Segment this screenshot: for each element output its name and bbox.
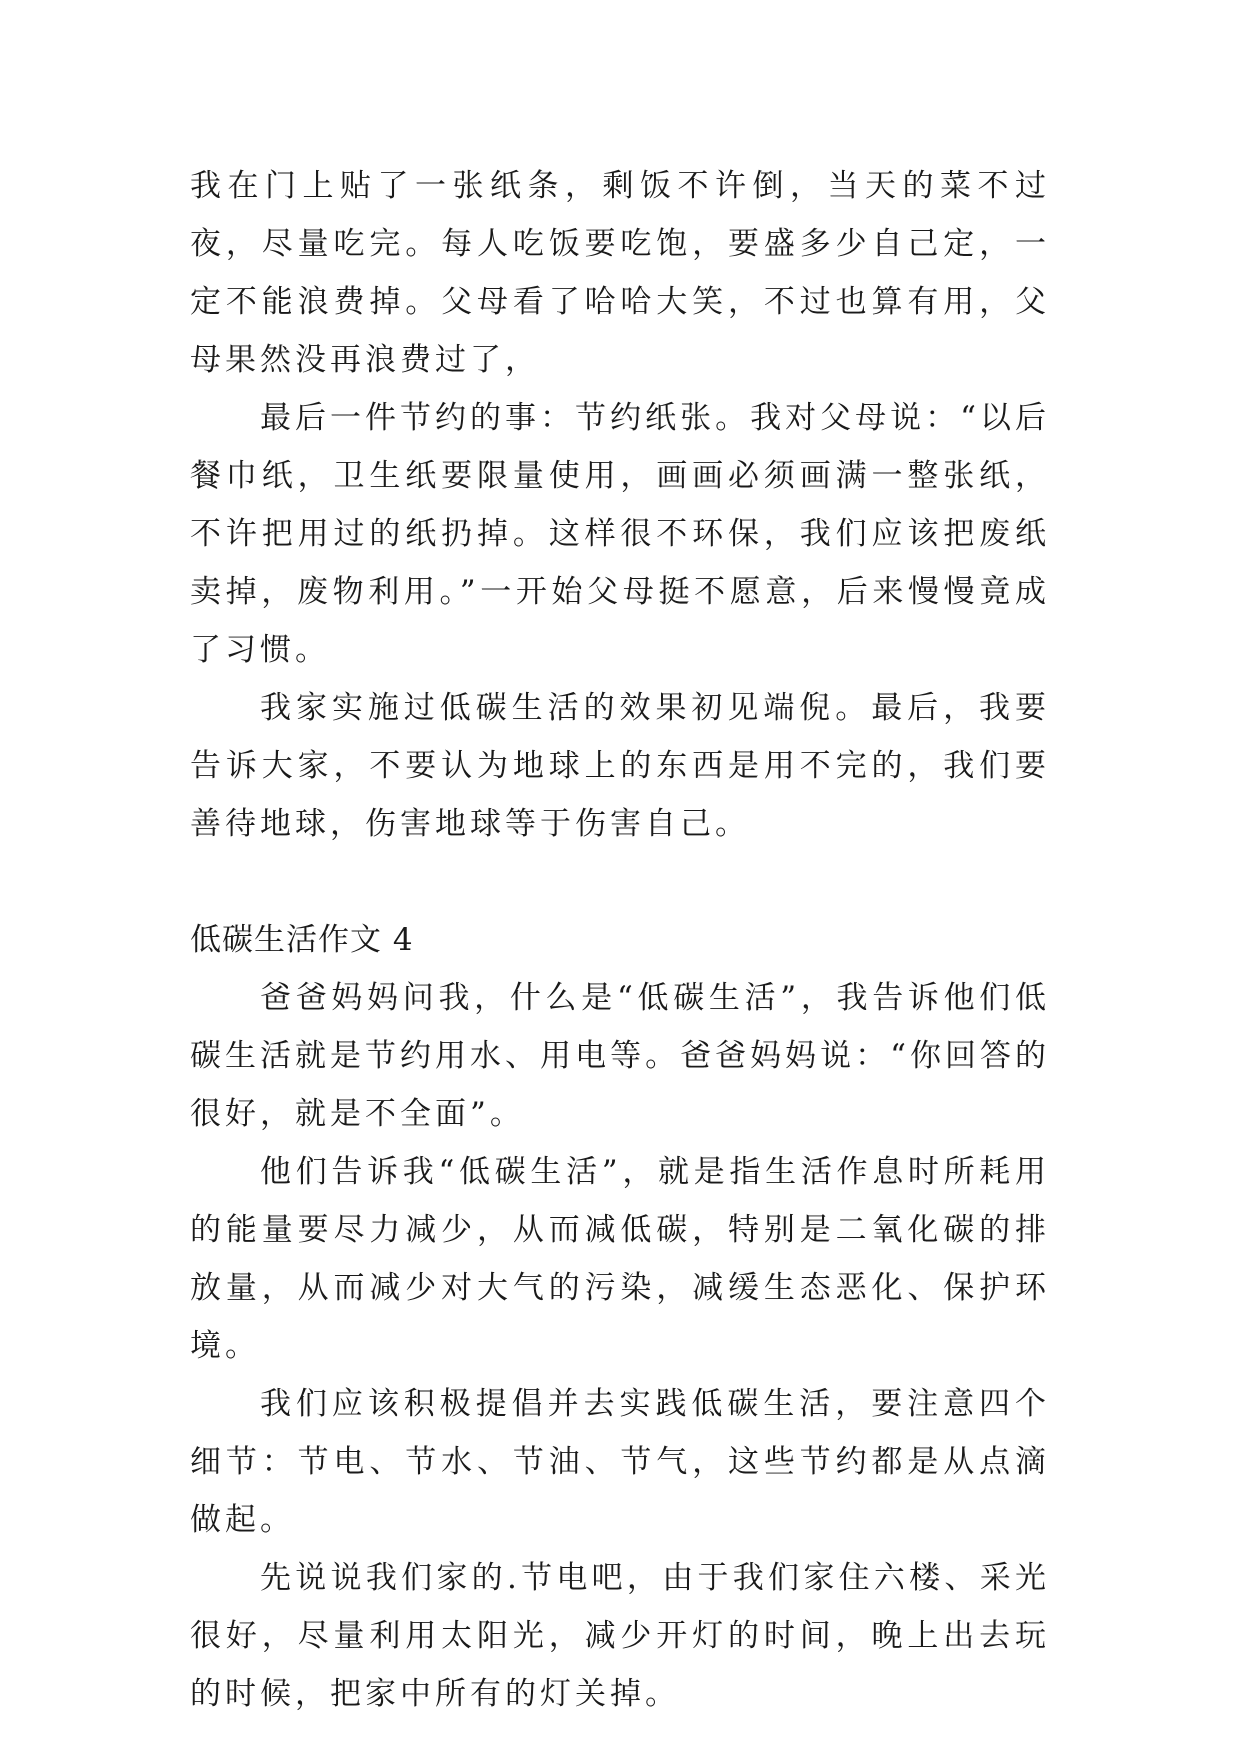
paragraph-saving-electricity: 先说说我们家的.节电吧，由于我们家住六楼、采光很好，尽量利用太阳光，减少开灯的时间，晚上出去玩的时候，把家中所有的灯关掉。	[190, 1560, 1050, 1712]
document-body	[190, 157, 1050, 1723]
paragraph-continuation: 我在门上贴了一张纸条，剩饭不许倒，当天的菜不过夜，尽量吃完。每人吃饭要吃饱，要盛多少自己定，一定不能浪费掉。父母看了哈哈大笑，不过也算有用，父母果然没再浪费过了，	[190, 168, 1050, 378]
paragraph-definition: 他们告诉我“低碳生活”，就是指生活作息时所耗用的能量要尽力减少，从而减低碳，特别是二氧化碳的排放量，从而减少对大气的污染，减缓生态恶化、保护环境。	[190, 1154, 1050, 1364]
paragraph-question: 爸爸妈妈问我，什么是“低碳生活”，我告诉他们低碳生活就是节约用水、用电等。爸爸妈妈说：“你回答的很好，就是不全面”。	[190, 980, 1050, 1132]
paragraph-conclusion: 我家实施过低碳生活的效果初见端倪。最后，我要告诉大家，不要认为地球上的东西是用不完的，我们要善待地球，伤害地球等于伤害自己。	[190, 690, 1050, 842]
section-heading: 低碳生活作文 4	[190, 922, 414, 958]
paragraph-saving-paper: 最后一件节约的事：节约纸张。我对父母说：“以后餐巾纸，卫生纸要限量使用，画画必须画满一整张纸，不许把用过的纸扔掉。这样很不环保，我们应该把废纸卖掉，废物利用。”一开始父母挺不愿意，后来慢慢竟成了习惯。	[190, 400, 1050, 668]
paragraph-details: 我们应该积极提倡并去实践低碳生活，要注意四个细节：节电、节水、节油、节气，这些节约都是从点滴做起。	[190, 1386, 1050, 1538]
